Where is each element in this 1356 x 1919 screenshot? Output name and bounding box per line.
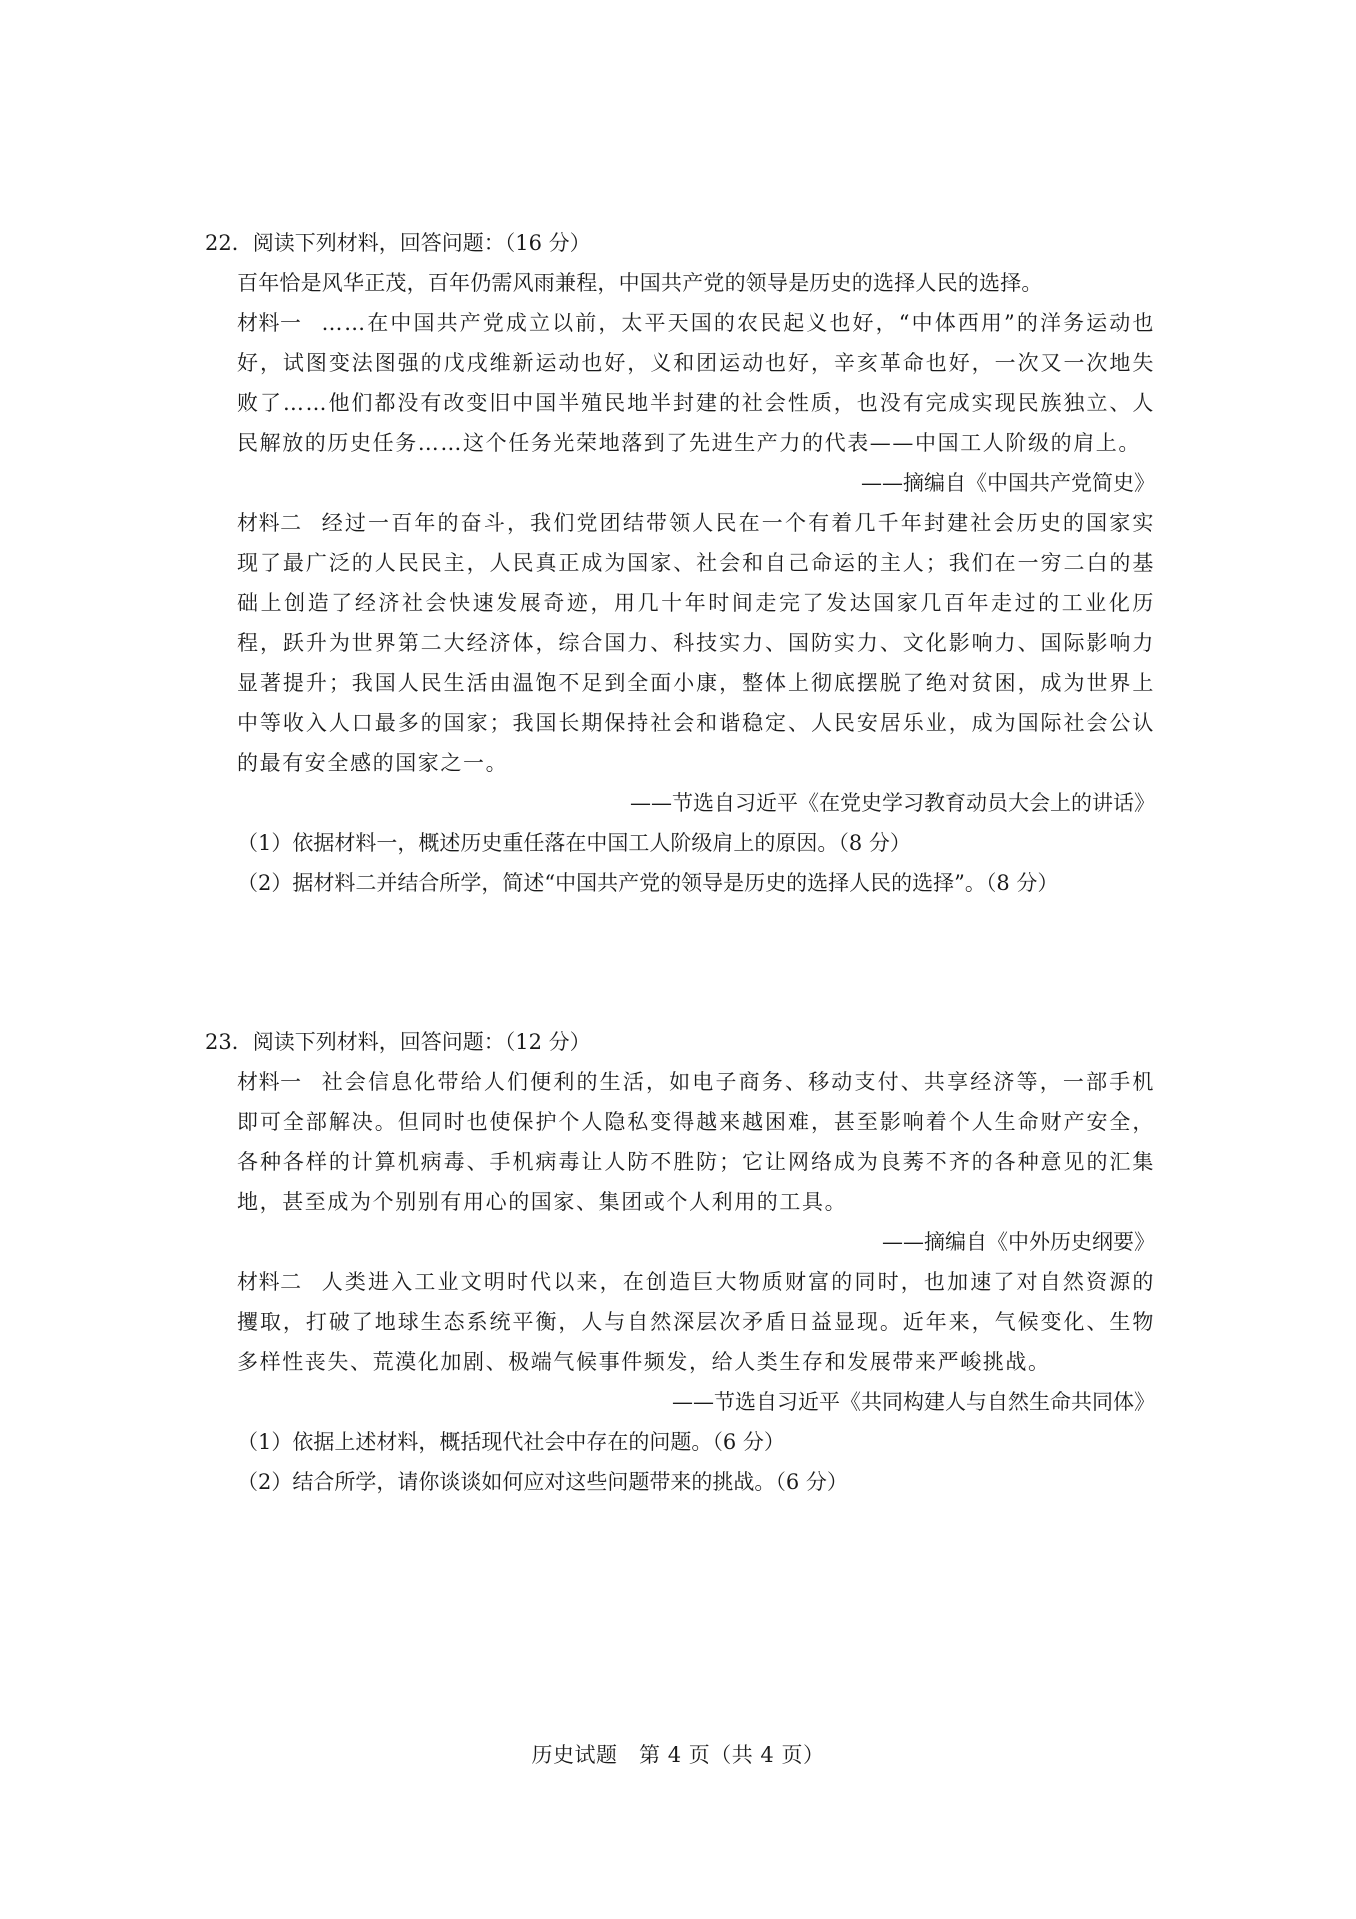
material-2-source: ——节选自习近平《共同构建人与自然生命共同体》 xyxy=(672,1390,1155,1414)
question-23 xyxy=(205,1022,1155,1502)
question-22-heading: 22．阅读下列材料，回答问题：（16 分） xyxy=(205,231,591,255)
material-1-text: 社会信息化带给人们便利的生活，如电子商务、移动支付、共享经济等，一部手机即可全部解决。但同时也使保护个人隐私变得越来越困难，甚至影响着个人生命财产安全，各种各样的计算机病毒、手机病毒让人防不胜防；它让网络成为良莠不齐的各种意见的汇集地，甚至成为个别别有用心的国家、集团或个人利用的工具。 xyxy=(237,1070,1156,1214)
question-22 xyxy=(205,223,1155,903)
material-2-label: 材料二 xyxy=(237,1270,302,1294)
material-1-label: 材料一 xyxy=(237,1070,302,1094)
question-22-body xyxy=(237,263,1155,903)
material-2-text: 人类进入工业文明时代以来，在创造巨大物质财富的同时，也加速了对自然资源的攫取，打破了地球生态系统平衡，人与自然深层次矛盾日益显现。近年来，气候变化、生物多样性丧失、荒漠化加剧、极端气候事件频发，给人类生存和发展带来严峻挑战。 xyxy=(237,1270,1156,1374)
material-1-source: ——摘编自《中国共产党简史》 xyxy=(861,471,1155,495)
page-footer: 历史试题 第 4 页（共 4 页） xyxy=(531,1743,825,1767)
question-23-body xyxy=(237,1062,1155,1502)
material-1-text: ……在中国共产党成立以前，太平天国的农民起义也好，“中体西用”的洋务运动也好，试图变法图强的戊戌维新运动也好，义和团运动也好，辛亥革命也好，一次又一次地失败了……他们都没有改变旧中国半殖民地半封建的社会性质，也没有完成实现民族独立、人民解放的历史任务……这个任务光荣地落到了先进生产力的代表——中国工人阶级的肩上。 xyxy=(237,311,1156,455)
question-22-material-2 xyxy=(237,503,1155,783)
question-22-sub-2: （2）据材料二并结合所学，简述“中国共产党的领导是历史的选择人民的选择”。（8 分） xyxy=(237,871,1059,895)
question-23-sub-1: （1）依据上述材料，概括现代社会中存在的问题。（6 分） xyxy=(237,1430,785,1454)
material-2-text: 经过一百年的奋斗，我们党团结带领人民在一个有着几千年封建社会历史的国家实现了最广泛的人民民主，人民真正成为国家、社会和自己命运的主人；我们在一穷二白的基础上创造了经济社会快速发展奇迹，用几十年时间走完了发达国家几百年走过的工业化历程，跃升为世界第二大经济体，综合国力、科技实力、国防实力、文化影响力、国际影响力显著提升；我国人民生活由温饱不足到全面小康，整体上彻底摆脱了绝对贫困，成为世界上中等收入人口最多的国家；我国长期保持社会和谐稳定、人民安居乐业，成为国际社会公认的最有安全感的国家之一。 xyxy=(237,511,1156,775)
material-2-source: ——节选自习近平《在党史学习教育动员大会上的讲话》 xyxy=(630,791,1155,815)
question-23-material-2 xyxy=(237,1262,1155,1382)
question-23-heading: 23．阅读下列材料，回答问题：（12 分） xyxy=(205,1030,591,1054)
material-2-label: 材料二 xyxy=(237,511,302,535)
question-23-material-1 xyxy=(237,1062,1155,1222)
question-22-sub-1: （1）依据材料一，概述历史重任落在中国工人阶级肩上的原因。（8 分） xyxy=(237,831,911,855)
question-22-intro: 百年恰是风华正茂，百年仍需风雨兼程，中国共产党的领导是历史的选择人民的选择。 xyxy=(237,271,1043,295)
question-23-sub-2: （2）结合所学，请你谈谈如何应对这些问题带来的挑战。（6 分） xyxy=(237,1470,848,1494)
material-1-source: ——摘编自《中外历史纲要》 xyxy=(882,1230,1155,1254)
material-1-label: 材料一 xyxy=(237,311,302,335)
question-22-material-1 xyxy=(237,303,1155,463)
